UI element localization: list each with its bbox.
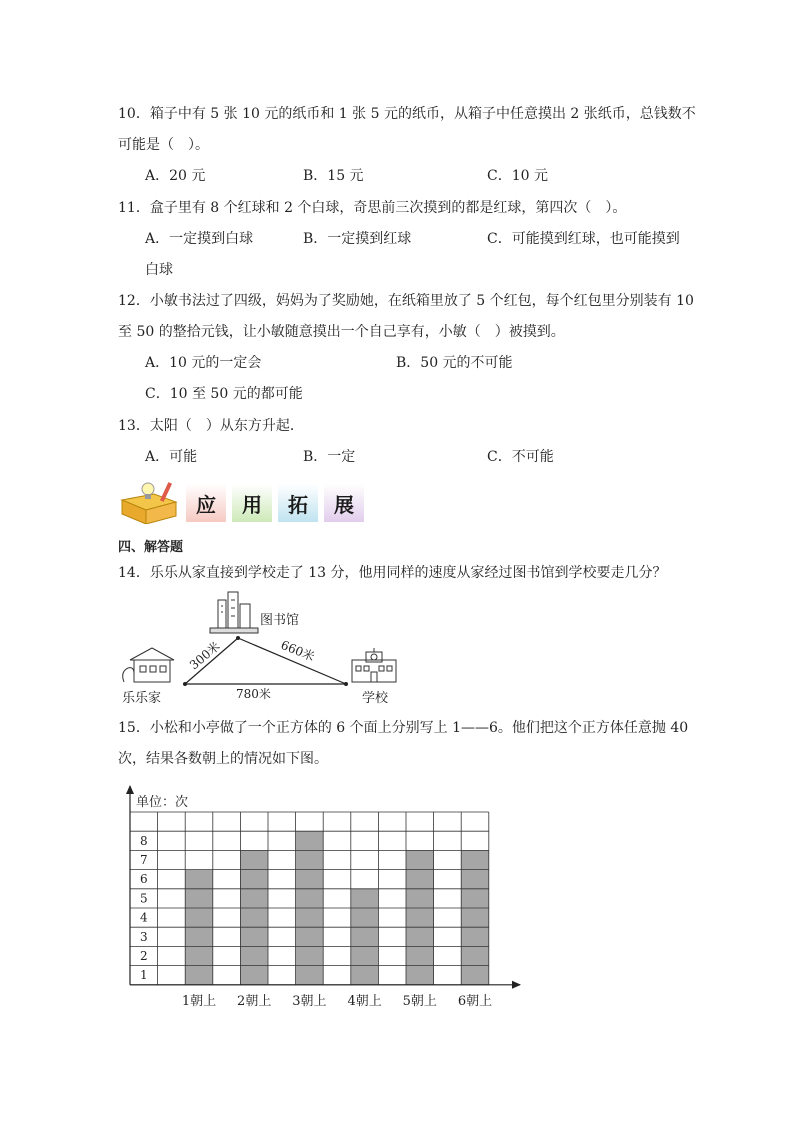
bar-2 — [240, 850, 268, 984]
section-title: 四、解答题 — [118, 540, 184, 555]
banner-tile-1-text: 应 — [196, 492, 216, 517]
q14-line1: 14．乐乐从家直接到学校走了 13 分，他用同样的速度从家经过图书馆到学校要走几分？ — [118, 565, 667, 581]
y-tick-label: 2 — [139, 949, 148, 963]
y-tick-label: 7 — [139, 853, 148, 867]
dice-bar-chart — [118, 782, 538, 1014]
q11-option-c-cont: 白球 — [145, 262, 173, 278]
bar-6 — [461, 850, 489, 984]
y-tick-label: 8 — [139, 833, 148, 848]
distance-library-school: 660米 — [278, 637, 317, 664]
banner-tile-1 — [186, 484, 226, 522]
x-category-label: 5朝上 — [402, 993, 437, 1009]
q10-line1: 10．箱子中有 5 张 10 元的纸币和 1 张 5 元的纸币，从箱子中任意摸出 2 张纸币，总钱数不 — [118, 106, 696, 122]
q12-line1: 12．小敏书法过了四级，妈妈为了奖励她，在纸箱里放了 5 个红包，每个红包里分别装有 10 — [118, 293, 694, 309]
chart-ylabel: 单位：次 — [136, 795, 189, 810]
y-tick-label: 5 — [139, 891, 148, 906]
distance-home-school: 780米 — [236, 687, 271, 701]
q11-option-b: B．一定摸到红球 — [303, 231, 412, 247]
x-category-label: 2朝上 — [237, 993, 272, 1009]
x-category-label: 4朝上 — [347, 993, 382, 1009]
banner-tile-3 — [278, 484, 318, 522]
x-category-label: 3朝上 — [292, 993, 327, 1009]
q12-option-a: A．10 元的一定会 — [145, 355, 262, 371]
q12-line2: 至 50 的整拾元钱，让小敏随意摸出一个自己享有，小敏（ ）被摸到。 — [118, 324, 565, 340]
x-category-label: 1朝上 — [181, 993, 217, 1009]
q12-option-b: B．50 元的不可能 — [396, 355, 513, 371]
y-axis-arrow — [126, 785, 134, 794]
library-icon — [210, 592, 258, 633]
banner-tile-2-text: 用 — [242, 492, 262, 517]
q10-option-c: C．10 元 — [487, 168, 548, 184]
y-tick-label: 3 — [139, 929, 148, 944]
bar-5 — [406, 850, 434, 984]
q15-line2: 次，结果各数朝上的情况如下图。 — [118, 751, 328, 767]
q11-line1: 11．盒子里有 8 个红球和 2 个白球，奇思前三次摸到的都是红球，第四次（ ）。 — [118, 200, 627, 216]
x-axis-arrow — [512, 981, 521, 989]
q12-option-c: C．10 至 50 元的都可能 — [145, 386, 303, 402]
q13-option-b: B．一定 — [303, 449, 356, 465]
section-banner — [118, 480, 378, 524]
q10-option-a: A．20 元 — [145, 168, 206, 184]
x-category-label: 6朝上 — [457, 993, 493, 1009]
q15-line1: 15．小松和小亭做了一个正方体的 6 个面上分别写上 1——6。他们把这个正方体任意抛 40 — [118, 720, 689, 736]
q11-option-a: A．一定摸到白球 — [145, 231, 254, 247]
y-tick-label: 6 — [139, 872, 148, 887]
q11-option-c: C．可能摸到红球，也可能摸到 — [487, 231, 680, 247]
q13-option-a: A．可能 — [145, 449, 198, 465]
banner-tile-2 — [232, 484, 272, 522]
route-map — [118, 590, 418, 708]
distance-home-library: 300米 — [186, 639, 223, 673]
school-icon — [352, 648, 396, 682]
y-tick-label: 4 — [139, 910, 148, 925]
house-icon — [123, 648, 174, 682]
q13-line1: 13．太阳（ ）从东方升起． — [118, 418, 304, 434]
q10-option-b: B．15 元 — [303, 168, 364, 184]
library-label: 图书馆 — [260, 613, 300, 628]
q10-line2: 可能是（ ）。 — [118, 137, 209, 153]
y-tick-label: 1 — [139, 968, 148, 983]
home-label: 乐乐家 — [122, 691, 162, 706]
toolbox-lightbulb-icon — [118, 480, 184, 524]
banner-tile-4-text: 展 — [334, 492, 354, 517]
banner-tile-3-text: 拓 — [288, 492, 308, 517]
school-label: 学校 — [362, 691, 389, 706]
bar-4 — [351, 889, 379, 985]
q13-option-c: C．不可能 — [487, 449, 554, 465]
banner-tile-4 — [324, 484, 364, 522]
